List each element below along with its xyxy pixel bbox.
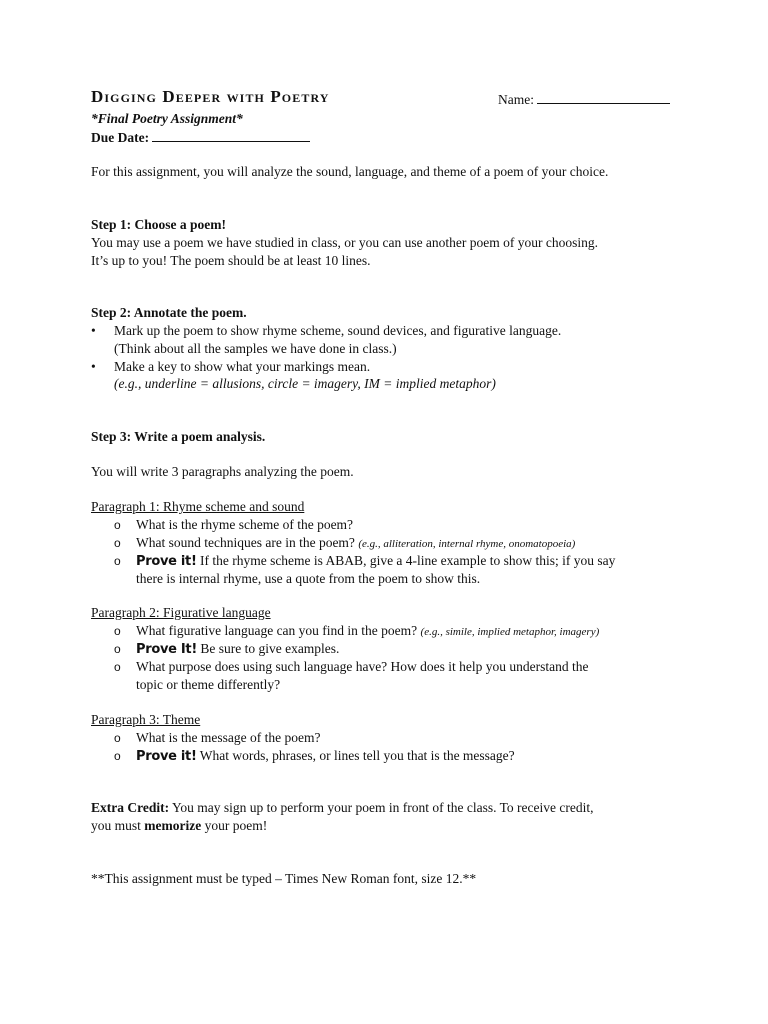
paragraph1-question: What is the rhyme scheme of the poem? (136, 517, 354, 532)
paragraph2-question-cont: topic or theme differently? (136, 677, 281, 692)
name-blank (537, 90, 670, 104)
due-date-field (91, 128, 310, 147)
name-field (498, 90, 670, 109)
step2-bullet-text: (Think about all the samples we have done in class.) (114, 341, 397, 356)
step2-key-example: (e.g., underline = allusions, circle = imagery, IM = implied metaphor) (114, 376, 496, 391)
question-example: (e.g., alliteration, internal rhyme, onomatopoeia) (358, 538, 576, 550)
paragraph1-question (136, 534, 575, 554)
due-date-label: Due Date: (91, 130, 150, 145)
paragraph3-question (136, 747, 515, 766)
subtitle: *Final Poetry Assignment* (91, 111, 243, 126)
extra-credit-line (91, 799, 593, 817)
due-date-blank (152, 128, 310, 142)
paragraph2-question: What purpose does using such language have? How does it help you understand the (136, 659, 589, 674)
paragraph3-question: What is the message of the poem? (136, 730, 321, 745)
document-title: Digging Deeper with Poetry (91, 87, 330, 106)
step2-bullet-text: Make a key to show what your markings mean. (114, 359, 371, 374)
bullet-circle: o (114, 731, 121, 745)
bullet-circle: o (114, 518, 121, 532)
intro-text: For this assignment, you will analyze the sound, language, and theme of a poem of your choice. (91, 164, 609, 179)
bullet-circle: o (114, 554, 121, 568)
step1-line: You may use a poem we have studied in class, or you can use another poem of your choosing. (91, 235, 599, 250)
question-text: What figurative language can you find in the poem? (136, 623, 418, 638)
step3-heading: Step 3: Write a poem analysis. (91, 429, 266, 444)
question-text: What words, phrases, or lines tell you that is the message? (199, 748, 515, 763)
prove-it-label: Prove It! (136, 642, 197, 657)
question-text: What sound techniques are in the poem? (136, 535, 355, 550)
extra-credit-line (91, 817, 267, 835)
step2-bullet-text: Mark up the poem to show rhyme scheme, sound devices, and figurative language. (114, 323, 562, 338)
bullet-dot: • (91, 323, 96, 338)
bullet-dot: • (91, 359, 96, 374)
memorize-emphasis: memorize (144, 818, 202, 833)
question-example: (e.g., simile, implied metaphor, imagery) (420, 626, 600, 638)
paragraph3-heading: Paragraph 3: Theme (91, 712, 201, 727)
extra-credit-text: You may sign up to perform your poem in front of the class. To receive credit, (171, 800, 594, 815)
prove-it-label: Prove it! (136, 749, 197, 764)
bullet-circle: o (114, 660, 121, 674)
prove-it-label: Prove it! (136, 554, 197, 569)
extra-credit-text: your poem! (204, 818, 268, 833)
paragraph2-heading: Paragraph 2: Figurative language (91, 605, 271, 620)
paragraph1-heading: Paragraph 1: Rhyme scheme and sound (91, 499, 305, 514)
typing-requirement-note: **This assignment must be typed – Times New Roman font, size 12.** (91, 871, 477, 886)
paragraph2-question (136, 640, 339, 659)
extra-credit-text: you must (91, 818, 141, 833)
question-text: Be sure to give examples. (200, 641, 340, 656)
name-label: Name: (498, 92, 534, 107)
step1-heading: Step 1: Choose a poem! (91, 217, 226, 232)
extra-credit-label: Extra Credit: (91, 800, 170, 815)
paragraph1-question (136, 552, 615, 571)
bullet-circle: o (114, 642, 121, 656)
bullet-circle: o (114, 536, 121, 550)
step3-intro: You will write 3 paragraphs analyzing the poem. (91, 464, 354, 479)
bullet-circle: o (114, 624, 121, 638)
step2-heading: Step 2: Annotate the poem. (91, 305, 247, 320)
question-text: If the rhyme scheme is ABAB, give a 4-line example to show this; if you say (199, 553, 616, 568)
step1-line: It’s up to you! The poem should be at least 10 lines. (91, 253, 371, 268)
paragraph1-question-cont: there is internal rhyme, use a quote from the poem to show this. (136, 571, 481, 586)
bullet-circle: o (114, 749, 121, 763)
paragraph2-question (136, 622, 599, 642)
